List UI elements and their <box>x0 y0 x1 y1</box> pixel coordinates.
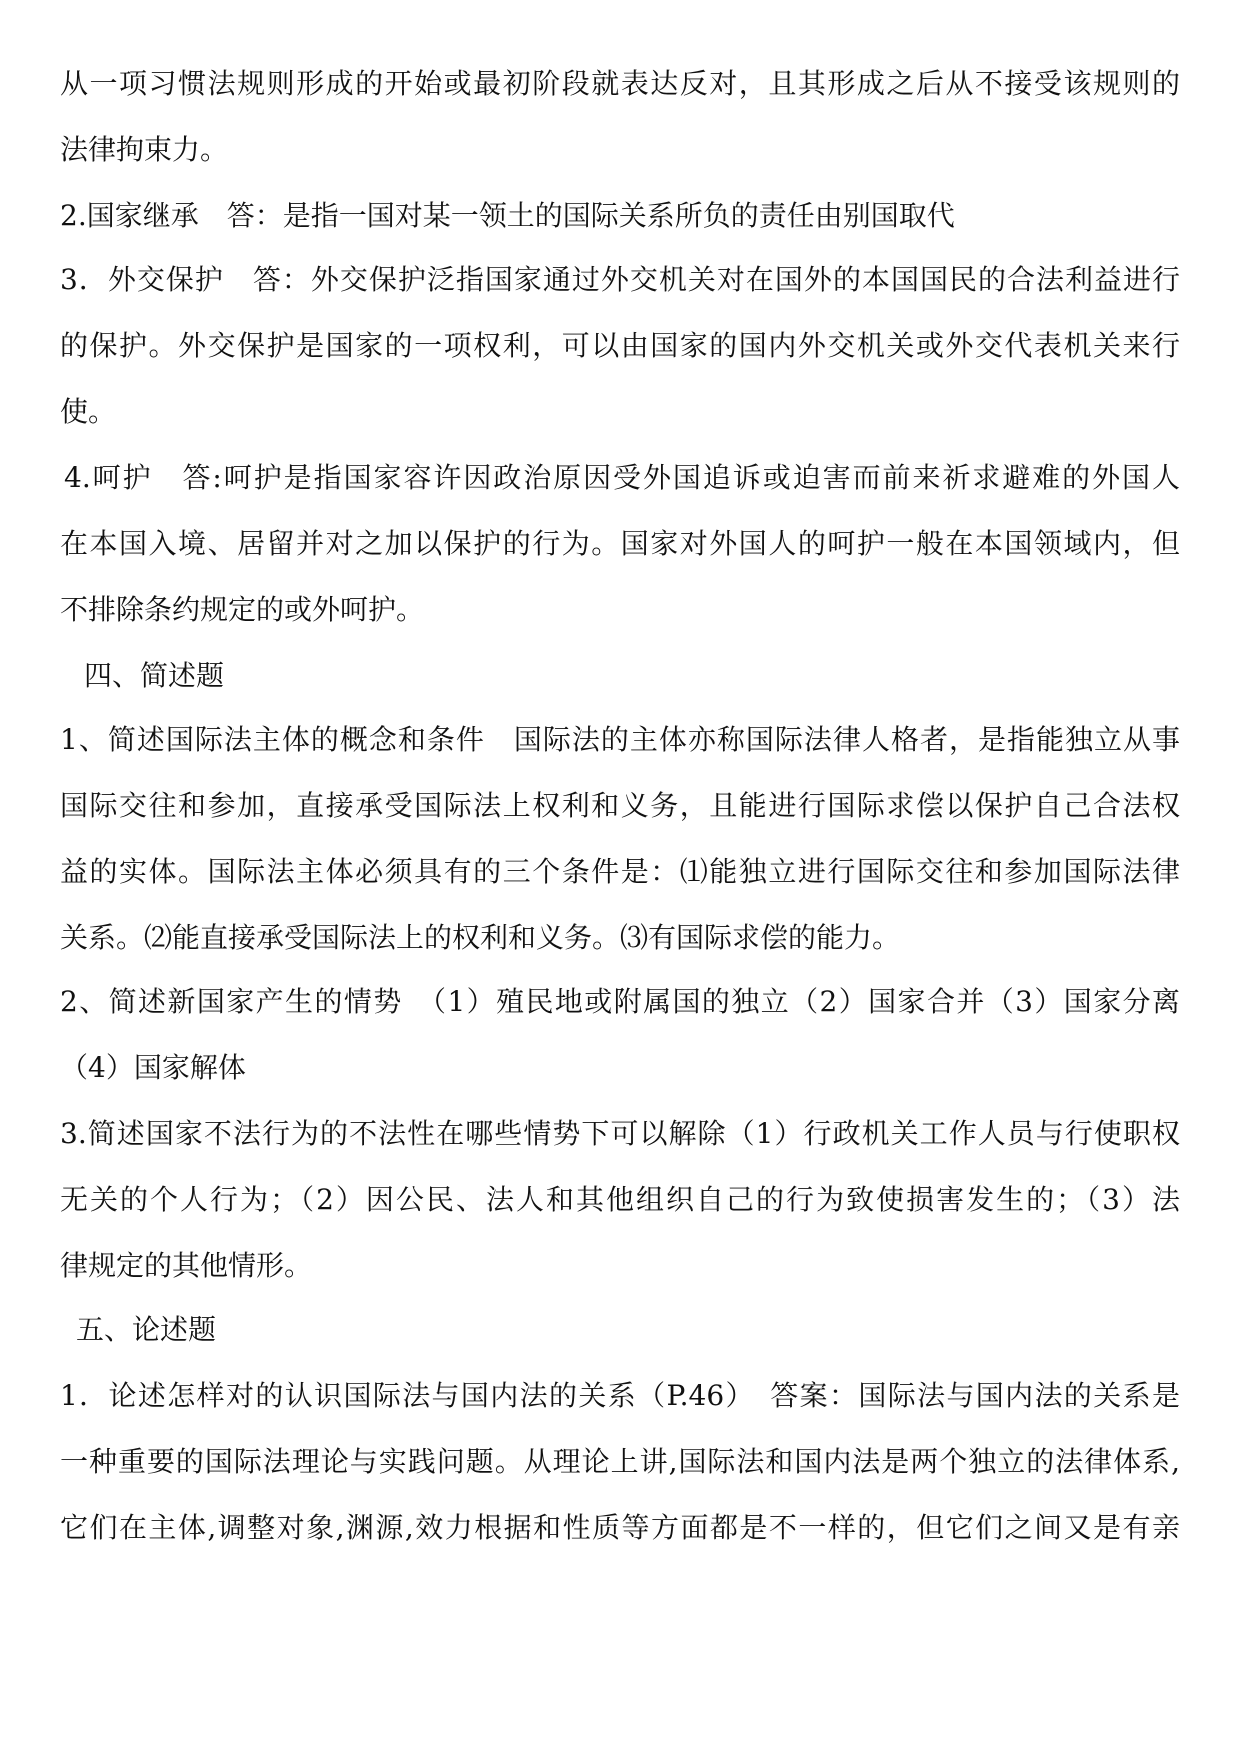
text-line-18: 无关的个人行为；（2）因公民、法人和其他组织自己的行为致使损害发生的；（3）法 <box>60 1183 1180 1216</box>
text-line-13: 益的实体。国际法主体必须具有的三个条件是：⑴能独立进行国际交往和参加国际法律 <box>60 855 1180 888</box>
question-3-wrongful-acts: 3.简述国家不法行为的不法性在哪些情势下可以解除（1）行政机关工作人员与行使职权 <box>60 1117 1180 1150</box>
section-heading-short-answer: 四、简述题 <box>84 659 225 692</box>
text-line-19: 律规定的其他情形。 <box>60 1249 313 1282</box>
essay-question-1: 1．论述怎样对的认识国际法与国内法的关系（P.46） 答案：国际法与国内法的关系是 <box>60 1379 1180 1412</box>
text-line-6: 使。 <box>60 395 117 428</box>
term-diplomatic-protection: 3．外交保护 答：外交保护泛指国家通过外交机关对在国外的本国国民的合法利益进行 <box>60 263 1180 296</box>
text-line-5: 的保护。外交保护是国家的一项权利，可以由国家的国内外交机关或外交代表机关来行 <box>60 329 1180 362</box>
section-heading-essay: 五、论述题 <box>76 1313 217 1346</box>
text-line-22: 一种重要的国际法理论与实践问题。从理论上讲,国际法和国内法是两个独立的法律体系, <box>60 1445 1180 1478</box>
text-line-8: 在本国入境、居留并对之加以保护的行为。国家对外国人的呵护一般在本国领域内，但 <box>60 527 1180 560</box>
term-asylum: 4.呵护 答:呵护是指国家容许因政治原因受外国追诉或迫害而前来祈求避难的外国人 <box>64 461 1180 494</box>
text-line-14: 关系。⑵能直接承受国际法上的权利和义务。⑶有国际求偿的能力。 <box>60 921 901 954</box>
text-line-12: 国际交往和参加，直接承受国际法上权利和义务，且能进行国际求偿以保护自己合法权 <box>60 789 1180 822</box>
text-line-9: 不排除条约规定的或外呵护。 <box>60 593 425 626</box>
text-line-1: 从一项习惯法规则形成的开始或最初阶段就表达反对，且其形成之后从不接受该规则的 <box>60 67 1180 100</box>
text-line-16: （4）国家解体 <box>60 1051 246 1084</box>
text-line-23: 它们在主体,调整对象,渊源,效力根据和性质等方面都是不一样的，但它们之间又是有亲 <box>60 1511 1180 1544</box>
question-1-subjects: 1、简述国际法主体的概念和条件 国际法的主体亦称国际法律人格者，是指能独立从事 <box>60 723 1180 756</box>
text-line-2: 法律拘束力。 <box>60 133 229 166</box>
question-2-new-states: 2、简述新国家产生的情势 （1）殖民地或附属国的独立（2）国家合并（3）国家分离 <box>60 985 1180 1018</box>
term-state-succession: 2.国家继承 答：是指一国对某一领土的国际关系所负的责任由别国取代 <box>60 199 955 232</box>
